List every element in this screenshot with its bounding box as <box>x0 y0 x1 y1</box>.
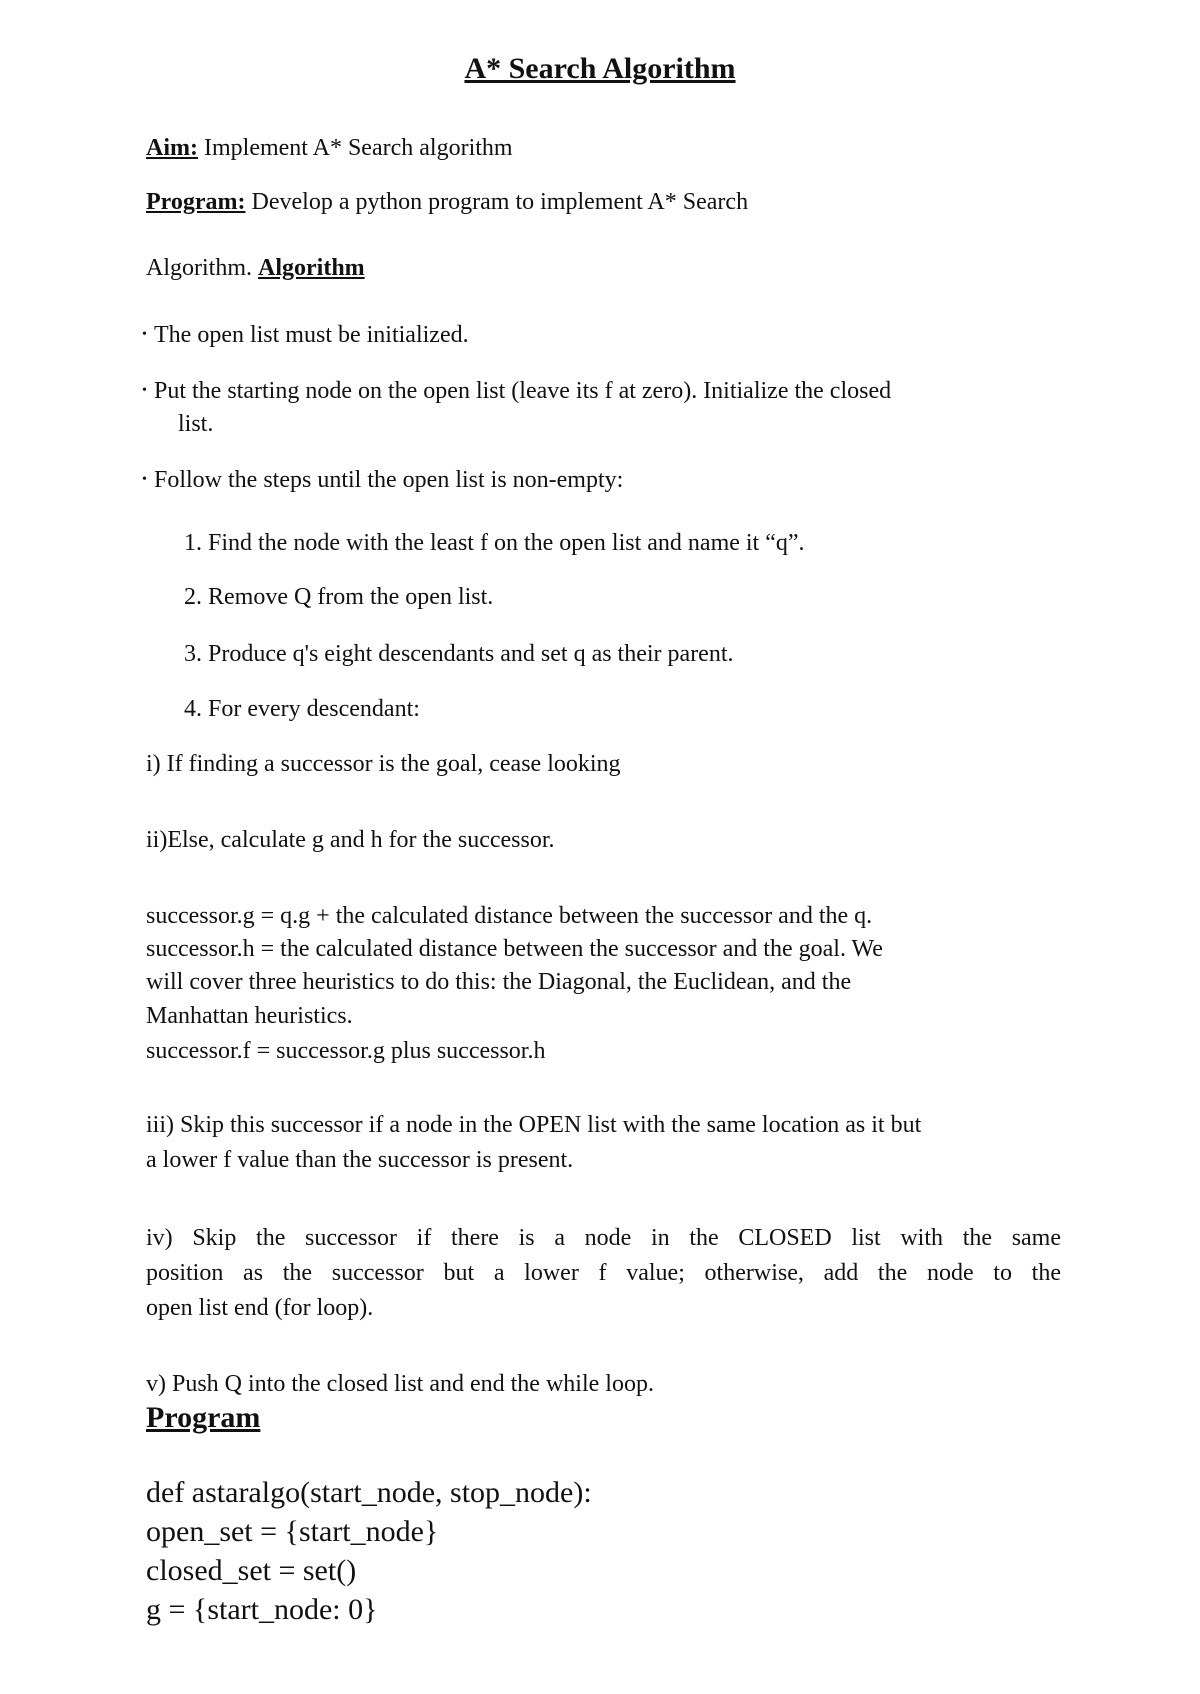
page-title: A* Search Algorithm <box>464 52 736 85</box>
bullet-item: • Put the starting node on the open list (leave its f at zero). Initialize the closed <box>154 374 891 408</box>
algorithm-line-text: Algorithm. <box>146 255 258 281</box>
bullet-item: • Follow the steps until the open list is non-empty: <box>154 463 623 497</box>
formula-line: successor.f = successor.g plus successor.h <box>146 1038 546 1064</box>
sub-step-iv-line: iv) Skip the successor if there is a node in the CLOSED list with the same <box>146 1225 1061 1251</box>
step-item: 1. Find the node with the least f on the open list and name it “q”. <box>184 530 805 556</box>
code-line: g = {start_node: 0} <box>146 1593 378 1626</box>
aim-line <box>146 131 513 165</box>
formula-line: will cover three heuristics to do this: the Diagonal, the Euclidean, and the <box>146 969 852 995</box>
program-intro-text: Develop a python program to implement A* Search <box>245 189 749 215</box>
code-line: closed_set = set() <box>146 1554 357 1587</box>
sub-step-i: i) If finding a successor is the goal, cease looking <box>146 751 621 777</box>
code-line: open_set = {start_node} <box>146 1515 439 1548</box>
aim-text: Implement A* Search algorithm <box>197 135 513 161</box>
sub-step-iv-line: open list end (for loop). <box>146 1295 374 1321</box>
bullet-continuation: list. <box>178 411 214 437</box>
formula-line: successor.h = the calculated distance between the successor and the goal. We <box>146 936 883 962</box>
algorithm-line <box>146 251 365 285</box>
sub-step-iii-line: iii) Skip this successor if a node in the OPEN list with the same location as it but <box>146 1112 922 1138</box>
algorithm-heading: Algorithm <box>258 255 365 281</box>
step-item: 2. Remove Q from the open list. <box>184 584 494 610</box>
sub-step-v: v) Push Q into the closed list and end the while loop. <box>146 1371 654 1397</box>
aim-label: Aim: <box>146 135 198 161</box>
formula-line: Manhattan heuristics. <box>146 1003 353 1029</box>
code-line: def astaralgo(start_node, stop_node): <box>146 1476 592 1509</box>
sub-step-iv-line: position as the successor but a lower f value; otherwise, add the node to the <box>146 1260 1061 1286</box>
sub-step-ii: ii)Else, calculate g and h for the successor. <box>146 827 555 853</box>
sub-step-iii-line: a lower f value than the successor is present. <box>146 1147 574 1173</box>
bullet-item: • The open list must be initialized. <box>154 318 469 352</box>
step-item: 4. For every descendant: <box>184 696 420 722</box>
formula-line: successor.g = q.g + the calculated distance between the successor and the q. <box>146 903 873 929</box>
program-heading: Program <box>146 1401 261 1434</box>
program-intro-line <box>146 185 748 219</box>
step-item: 3. Produce q's eight descendants and set q as their parent. <box>184 641 734 667</box>
program-intro-label: Program: <box>146 189 246 215</box>
